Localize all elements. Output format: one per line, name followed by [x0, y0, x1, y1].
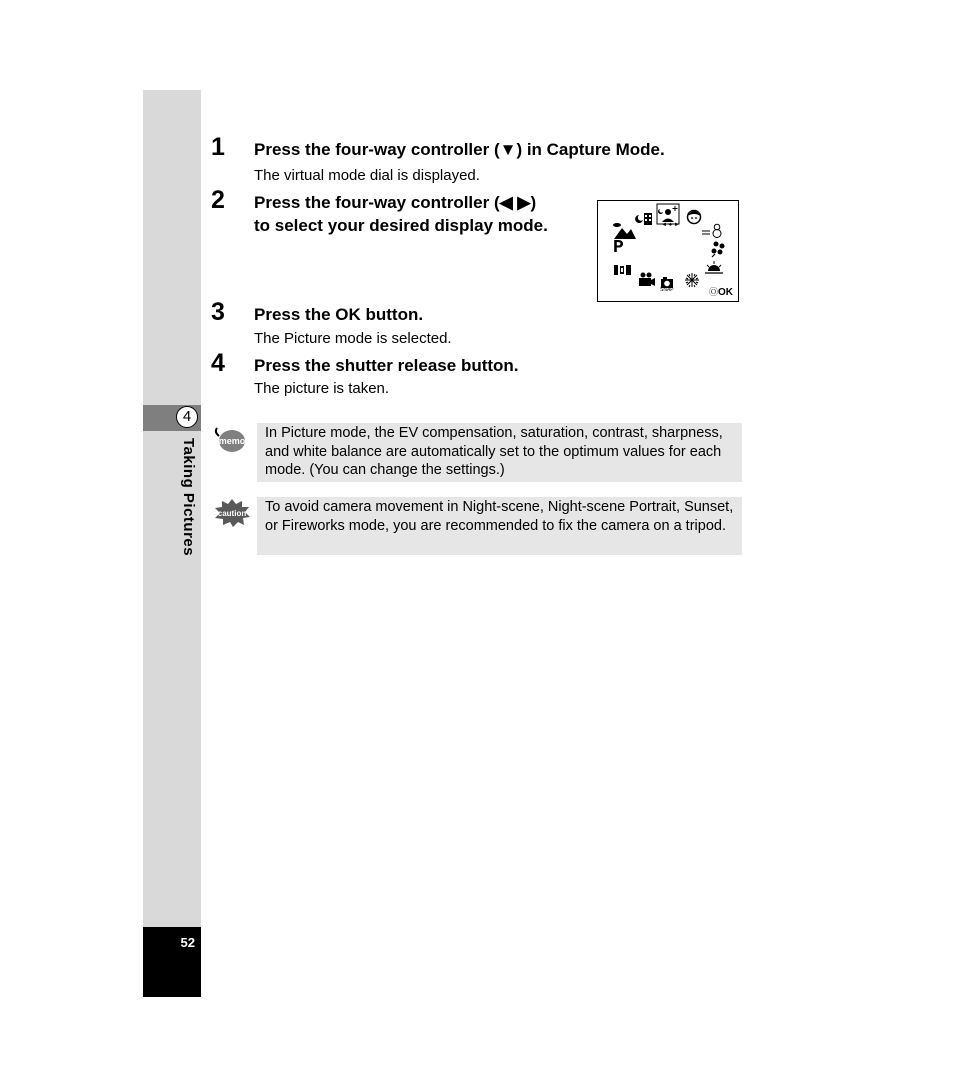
- ok-label: OK: [718, 287, 733, 298]
- night-scene-icon: [635, 213, 652, 225]
- step-1-number: 1: [211, 133, 225, 161]
- virtual-mode-dial: [597, 200, 739, 302]
- memo-icon-label: memo: [218, 436, 246, 446]
- fireworks-mode-icon: [685, 273, 699, 287]
- ok-prefix-icon: Ⓞ: [708, 287, 718, 297]
- step-2-line-2: to select your desired display mode.: [254, 216, 548, 235]
- page-number: 52: [180, 935, 195, 950]
- step-3-line-1: Press the OK button.: [254, 305, 424, 324]
- chapter-number: 4: [176, 406, 198, 428]
- step-4-line-1: Press the shutter release button.: [254, 356, 519, 375]
- sunset-mode-icon: [705, 261, 723, 273]
- step-3-number: 3: [211, 298, 225, 326]
- step-1-line-1: Press the four-way controller (▼) in Capture Mode.: [254, 140, 665, 159]
- night-portrait-icon: [657, 204, 679, 224]
- step-3-note: The Picture mode is selected.: [254, 330, 452, 347]
- caution-icon: [213, 498, 251, 533]
- step-2-line-1: Press the four-way controller (◀ ▶): [254, 193, 537, 212]
- step-1-note: The virtual mode dial is displayed.: [254, 167, 480, 184]
- chapter-title: Taking Pictures: [180, 438, 197, 557]
- step-4-number: 4: [211, 349, 225, 377]
- dial-nav-arrows: ◄ ● ►: [661, 222, 680, 228]
- program-mode-icon: P: [613, 238, 624, 258]
- step-3-heading: [254, 303, 423, 326]
- step-2-heading: [254, 191, 548, 237]
- movie-mode-icon: [639, 273, 655, 287]
- memo-box: In Picture mode, the EV compensation, saturation, contrast, sharpness, and white balance are automatically set to the optimum values for each mode. (You can change the settings.): [257, 423, 742, 482]
- flower-mode-icon: [712, 242, 725, 258]
- ok-indicator: [709, 285, 733, 298]
- landscape-mode-icon: [613, 223, 636, 239]
- step-1-heading: [254, 138, 665, 161]
- snap-label: SNAP: [660, 287, 674, 293]
- snow-mode-icon: [702, 224, 721, 237]
- step-4-heading: [254, 354, 519, 377]
- step-2-number: 2: [211, 186, 225, 214]
- step-4-note: The picture is taken.: [254, 380, 390, 397]
- panorama-mode-icon: [614, 265, 631, 275]
- page-number-box: [143, 927, 201, 997]
- portrait-icon: [688, 211, 701, 224]
- caution-box: To avoid camera movement in Night-scene, Night-scene Portrait, Sunset, or Fireworks mode, you are recommended to fix the camera on a tripod.: [257, 497, 742, 555]
- caution-icon-label: caution: [217, 509, 247, 518]
- memo-icon: [213, 424, 247, 461]
